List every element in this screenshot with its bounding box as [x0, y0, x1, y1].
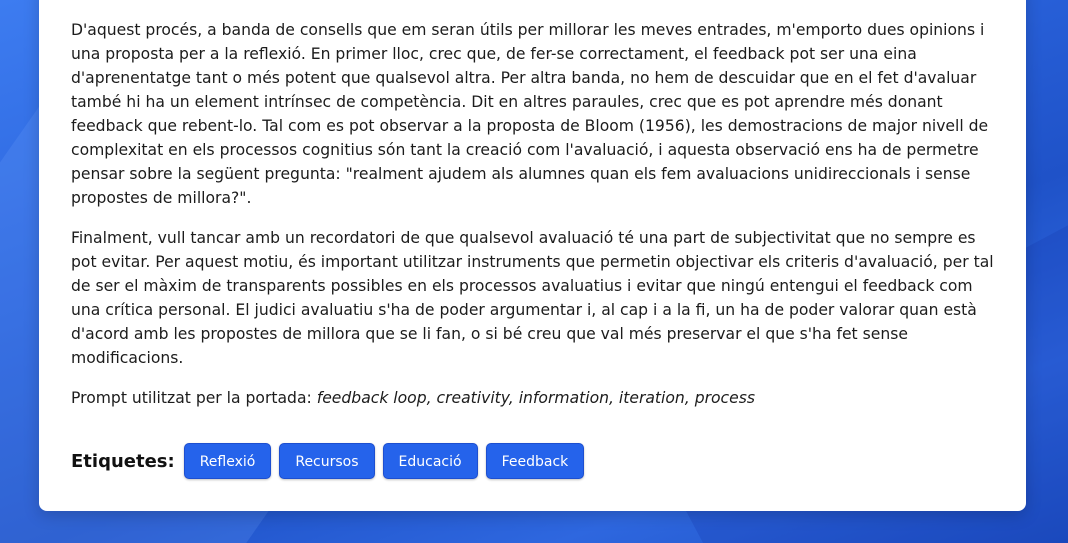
prompt-caption: [71, 386, 994, 410]
tag-recursos-button[interactable]: Recursos: [279, 443, 374, 479]
tags-row: [71, 443, 994, 479]
tags-label: Etiquetes:: [71, 450, 175, 472]
tag-feedback-button[interactable]: Feedback: [486, 443, 585, 479]
article-paragraph: D'aquest procés, a banda de consells que em seran útils per millorar les meves entrades, m'emporto dues opinions i una proposta per a la reflexió. En primer lloc, crec que, de fer-se correctament, el feedback pot ser una eina d'aprenentatge tant o més potent que qualsevol altra. Per altra banda, no hem de descuidar que en el fet d'avaluar també hi ha un element intrínsec de competència. Dit en altres paraules, crec que es pot aprendre més donant feedback que rebent-lo. Tal com es pot observar a la proposta de Bloom (1956), les demostracions de major nivell de complexitat en els processos cognitius són tant la creació com l'avaluació, i aquesta observació ens ha de permetre pensar sobre la següent pregunta: "realment ajudem als alumnes quan els fem avaluacions unidireccionals i sense propostes de millora?".: [71, 21, 989, 207]
tag-reflexio-button[interactable]: Reflexió: [184, 443, 272, 479]
prompt-text: feedback loop, creativity, information, iteration, process: [316, 389, 755, 407]
tag-educacio-button[interactable]: Educació: [383, 443, 478, 479]
article-paragraph: Finalment, vull tancar amb un recordatori de que qualsevol avaluació té una part de subjectivitat que no sempre es pot evitar. Per aquest motiu, és important utilitzar instruments que permetin objectivar els criteris d'avaluació, per tal de ser el màxim de transparents possibles en els processos avaluatius i evitar que ningú entengui el feedback com una crítica personal. El judici avaluatiu s'ha de poder argumentar i, al cap i a la fi, un ha de poder valorar quan està d'acord amb les propostes de millora que se li fan, o si bé creu que val més preservar el que s'ha fet sense modificacions.: [71, 229, 994, 367]
article-card: [39, 0, 1026, 511]
prompt-label: Prompt utilitzat per la portada:: [71, 389, 317, 407]
